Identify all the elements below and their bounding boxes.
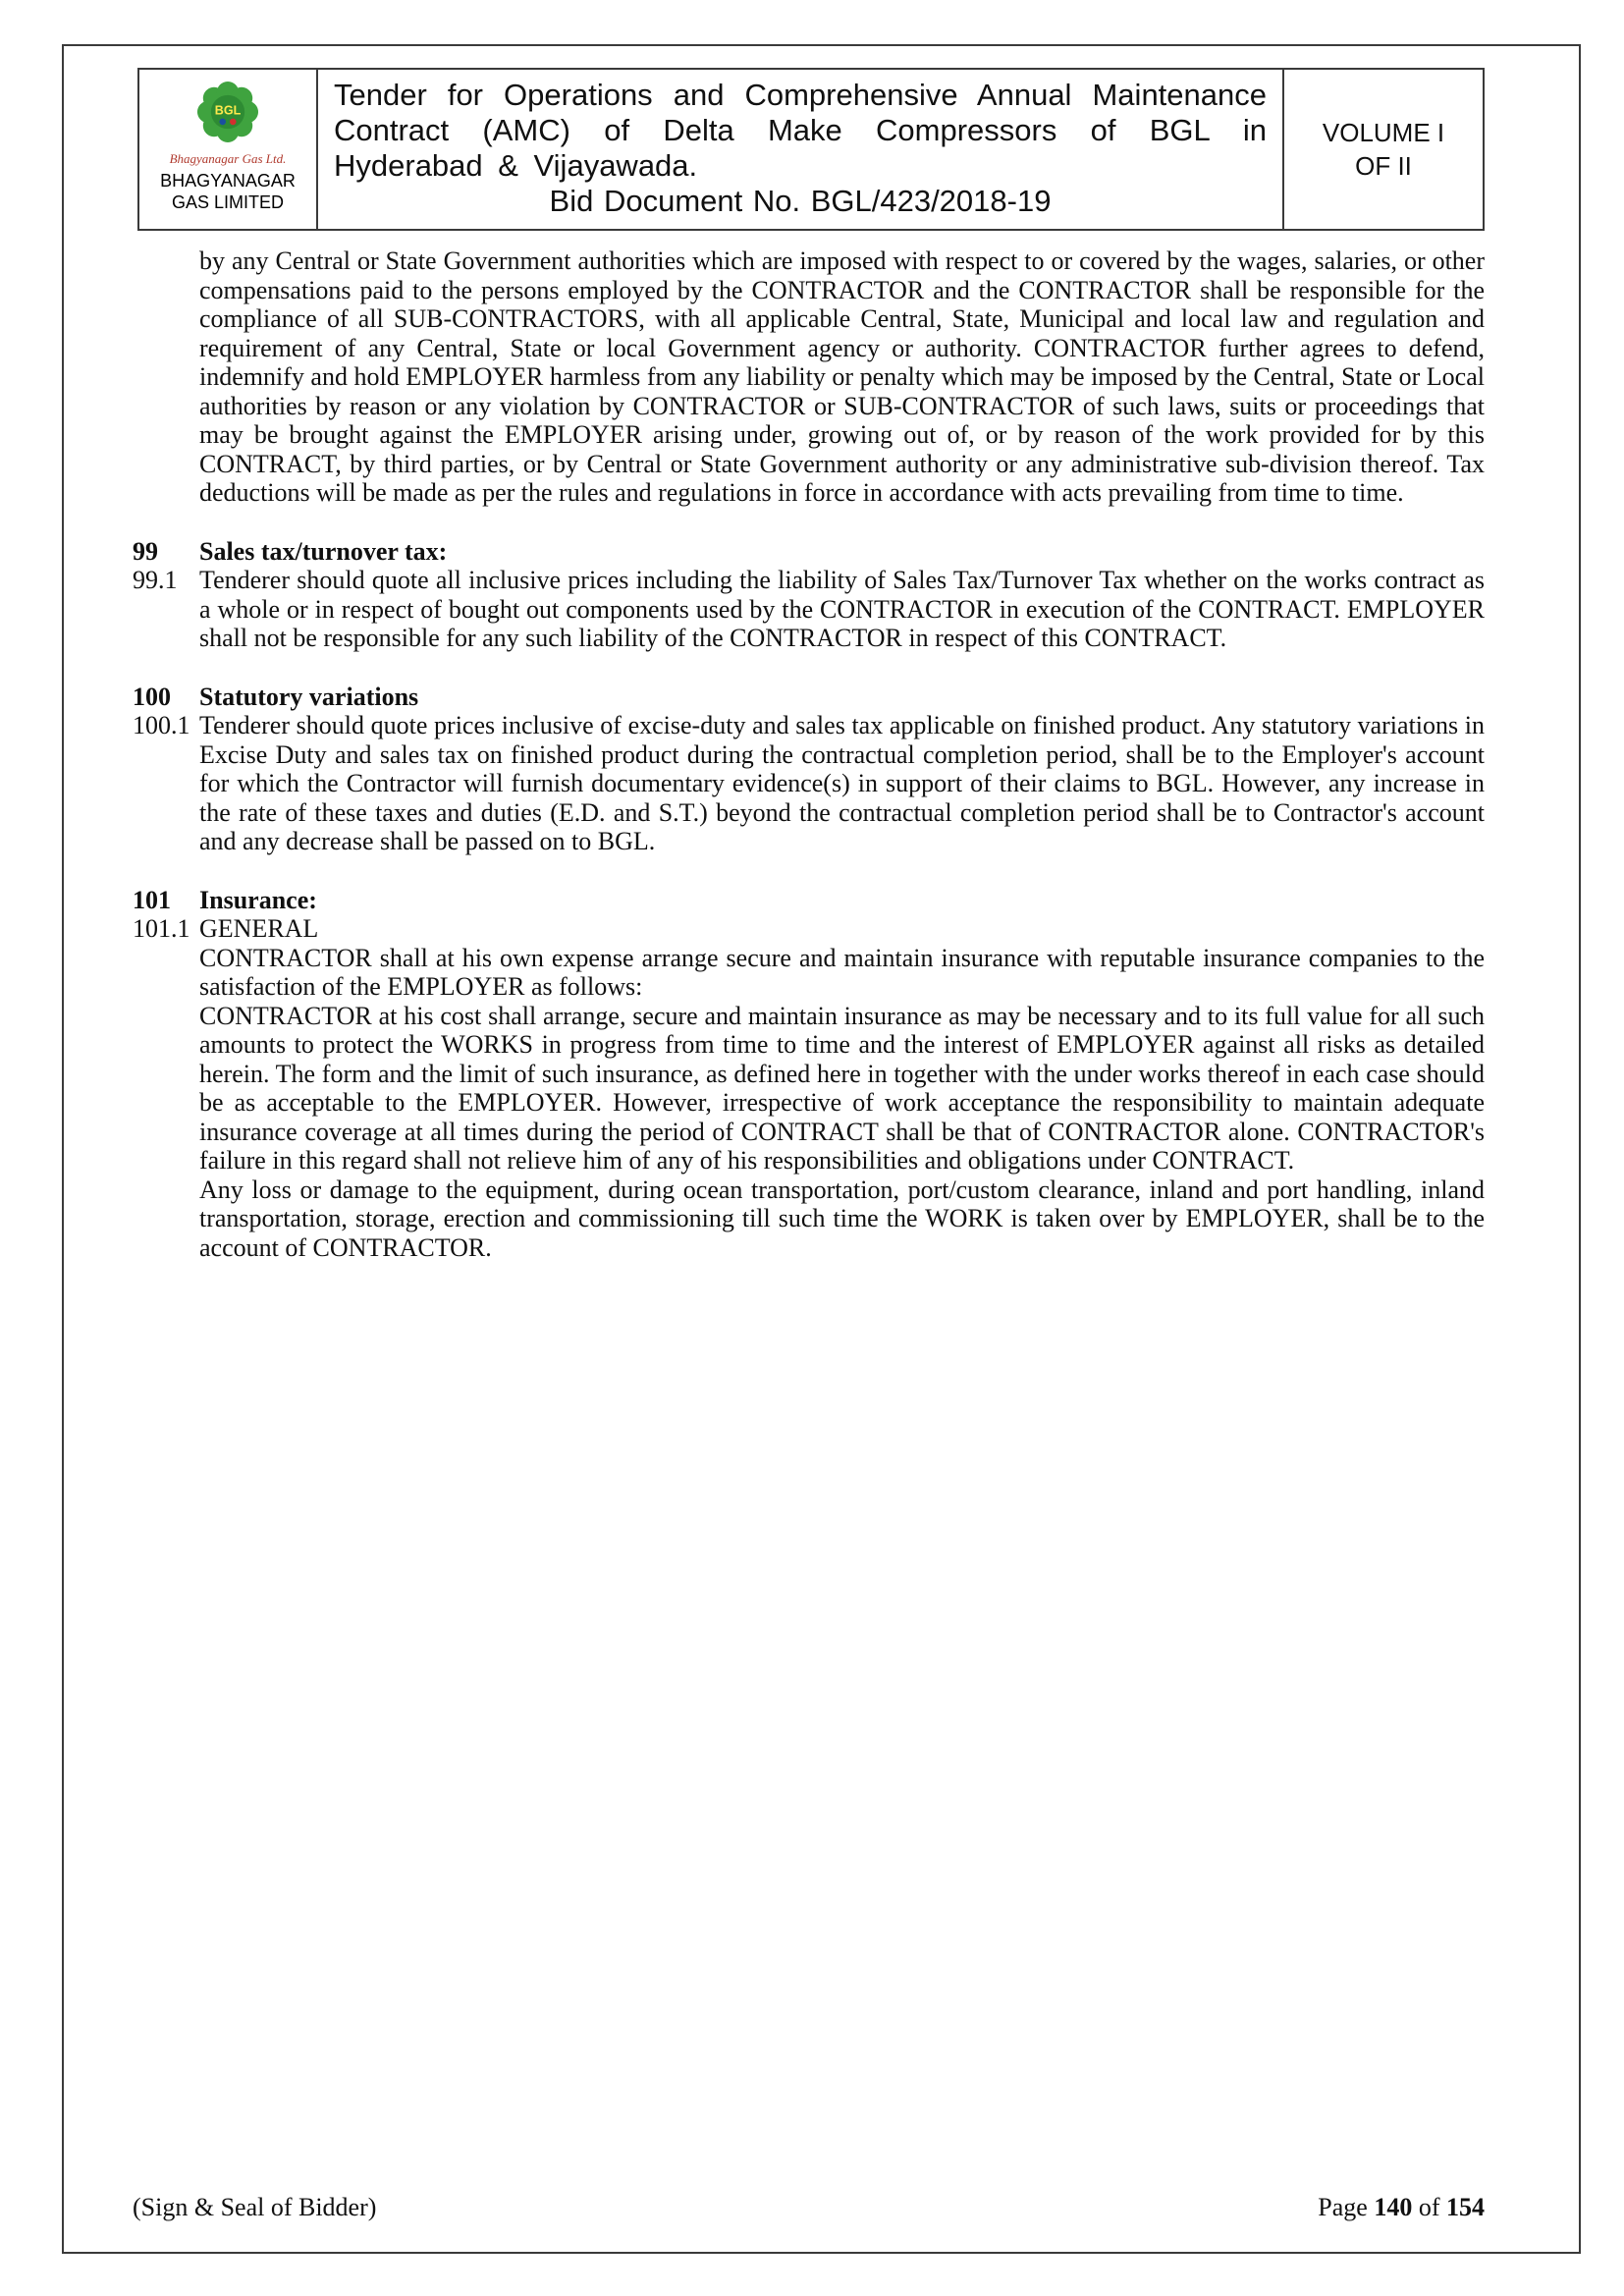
logo-company-name: BHAGYANAGAR GAS LIMITED (160, 171, 296, 212)
clause-number: 100.1 (133, 711, 190, 739)
page-border (62, 44, 1581, 2254)
bgl-logo-icon (195, 80, 260, 149)
intro-number-spacer (133, 246, 199, 508)
page-number (1318, 2193, 1485, 2222)
page-current: 140 (1374, 2193, 1413, 2221)
intro-paragraph-row (133, 246, 1485, 508)
section-100 (133, 683, 1485, 856)
section-title: Insurance: (199, 885, 317, 914)
title-cell (318, 70, 1284, 229)
clause-paragraph: CONTRACTOR at his cost shall arrange, secure and maintain insurance as may be necessary and to its full value for all such amounts to protect the WORKS in progress from time to time and the interest of EMPLOYER against all risks as detailed herein. The form and the limit of such insurance, as defined here in together with the under works thereof in each case should be as acceptable to the EMPLOYER. However, irrespective of work acceptance the responsibility to maintain adequate insurance coverage at all times during the period of CONTRACT shall be that of CONTRACTOR alone. CONTRACTOR's failure in this regard shall not relieve him of any of his responsibilities and obligations under CONTRACT. (199, 1001, 1485, 1175)
volume-line-2: OF II (1355, 151, 1412, 181)
clause-subheading: GENERAL (199, 914, 319, 943)
bid-document-number: Bid Document No. BGL/423/2018-19 (549, 184, 1052, 218)
section-title: Sales tax/turnover tax: (199, 536, 448, 566)
clause-99-1 (133, 566, 1485, 653)
of-word: of (1418, 2193, 1440, 2221)
section-101 (133, 886, 1485, 1263)
tender-title: Tender for Operations and Comprehensive Annual Maintenance Contract (AMC) of Delta Make Compressors of BGL in Hyderabad & Vijayawada. (334, 78, 1267, 183)
clause-number: 99.1 (133, 566, 178, 594)
section-number: 100 (133, 682, 171, 711)
clause-paragraph: Any loss or damage to the equipment, during ocean transportation, port/custom clearance, inland and port handling, inland transportation, storage, erection and commissioning till such time the WORK is taken over by EMPLOYER, shall be to the account of CONTRACTOR. (199, 1175, 1485, 1262)
document-body (64, 231, 1579, 1262)
logo-cell (139, 70, 318, 229)
volume-line-1: VOLUME I (1322, 118, 1445, 147)
clause-paragraph: CONTRACTOR shall at his own expense arrange secure and maintain insurance with reputable insurance companies to the satisfaction of the EMPLOYER as follows: (199, 943, 1485, 1001)
section-title: Statutory variations (199, 682, 419, 711)
footer (133, 2193, 1485, 2222)
intro-paragraph: by any Central or State Government authorities which are imposed with respect to or covered by the wages, salaries, or other compensations paid to the persons employed by the CONTRACTOR and the CONTRACTOR shall be responsible for the compliance of all SUB-CONTRACTORS, with all applicable Central, State, Municipal and local law and regulation and requirement of any Central, State or local Government agency or authority. CONTRACTOR further agrees to defend, indemnify and hold EMPLOYER harmless from any liability or penalty which may be imposed by the Central, State or Local authorities by reason or any violation by CONTRACTOR or SUB-CONTRACTOR of such laws, suits or proceedings that may be brought against the EMPLOYER arising under, growing out of, or by reason of the work provided for by this CONTRACT, by third parties, or by Central or State Government authority or any administrative sub-division thereof. Tax deductions will be made as per the rules and regulations in force in accordance with acts prevailing from time to time. (199, 246, 1485, 507)
section-number: 99 (133, 536, 158, 566)
section-number: 101 (133, 885, 171, 914)
clause-number: 101.1 (133, 914, 190, 943)
clause-100-1 (133, 711, 1485, 856)
clause-paragraph: Tenderer should quote all inclusive prices including the liability of Sales Tax/Turnover Tax whether on the works contract as a whole or in respect of bought out components used by the CONTRACTOR in execution of the CONTRACT. EMPLOYER shall not be responsible for any such liability of the CONTRACTOR in respect of this CONTRACT. (199, 566, 1485, 652)
section-99-heading-row (133, 537, 1485, 567)
header-table (137, 68, 1485, 231)
section-101-heading-row (133, 886, 1485, 915)
page-word: Page (1318, 2193, 1368, 2221)
clause-paragraph: Tenderer should quote prices inclusive of excise-duty and sales tax applicable on finished product. Any statutory variations in Excise Duty and sales tax on finished product during the contractual completion period, shall be to the Employer's account for which the Contractor will furnish documentary evidence(s) in support of their claims to BGL. However, any increase in the rate of these taxes and duties (E.D. and S.T.) beyond the contractual completion period shall be to Contractor's account and any decrease shall be passed on to BGL. (199, 711, 1485, 855)
clause-101-1 (133, 914, 1485, 1262)
page-total: 154 (1446, 2193, 1485, 2221)
section-100-heading-row (133, 683, 1485, 712)
volume-label (1284, 70, 1483, 229)
section-99 (133, 537, 1485, 653)
sign-seal-label: (Sign & Seal of Bidder) (133, 2193, 377, 2221)
logo-company-script: Bhagyanagar Gas Ltd. (169, 151, 287, 166)
svg-text:BGL: BGL (214, 103, 242, 118)
